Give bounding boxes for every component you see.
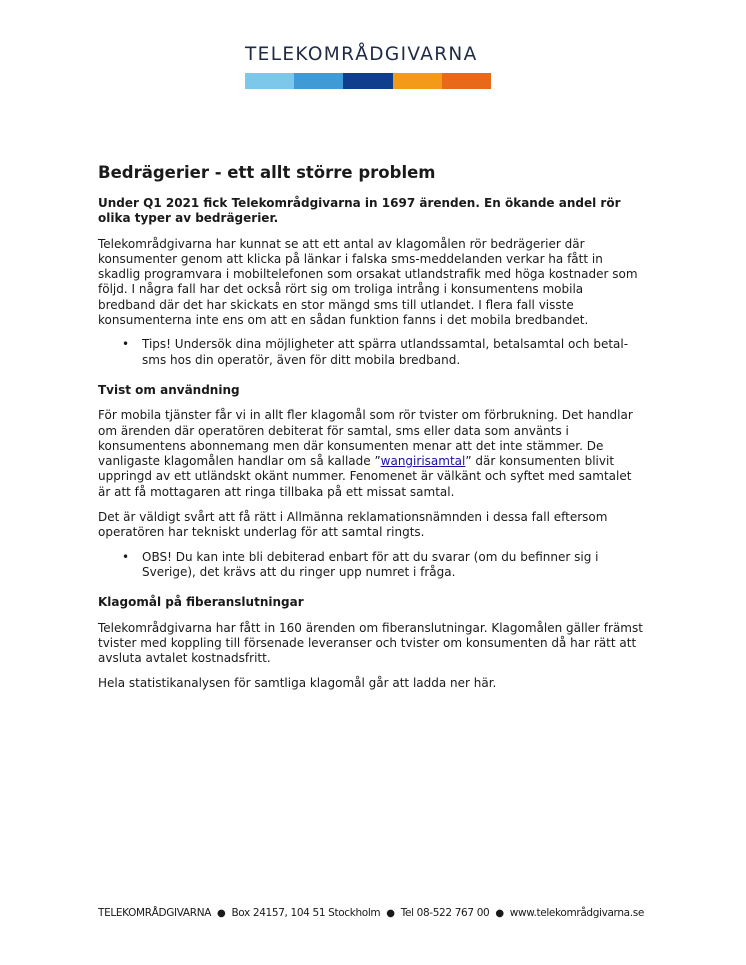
footer <box>98 907 658 919</box>
logo-color-bar <box>245 73 491 89</box>
bullet-icon: ● <box>217 908 226 919</box>
tips-list <box>98 337 643 368</box>
logo-bar-segment <box>343 73 392 89</box>
paragraph-download: Hela statistikanalysen för samtliga klagomål går att ladda ner här. <box>98 676 497 691</box>
paragraph-usage-text-1: För mobila tjänster får vi in allt fler klagomål som rör tvister om förbrukning. Det handlar om ärenden där operatören debiterat för samtal, sms eller data som använts i konsumentens abonnemang men där konsumenten menar att det inte stämmer. De vanligaste klagomålen handlar om så kallade ” <box>98 408 633 469</box>
article-title: Bedrägerier - ett allt större problem <box>98 163 436 182</box>
list-item-obs: • OBS! Du kan inte bli debiterad enbart för att du svarar (om du befinner sig i Sverige), det krävs att du ringer upp numret i fråga. <box>122 550 643 581</box>
logo-bar-segment <box>442 73 491 89</box>
bullet-icon: ● <box>495 908 504 919</box>
footer-web: www.telekområdgivarna.se <box>509 907 644 919</box>
logo-bar-segment <box>393 73 442 89</box>
logo-bar-segment <box>294 73 343 89</box>
bullet-icon: ● <box>386 908 395 919</box>
footer-org: TELEKOMRÅDGIVARNA <box>98 907 212 919</box>
footer-address: Box 24157, 104 51 Stockholm <box>231 907 381 919</box>
logo-text: TELEKOMRÅDGIVARNA <box>245 44 478 65</box>
paragraph-fraud: Telekområdgivarna har kunnat se att ett antal av klagomålen rör bedrägerier där konsumenter genom att klicka på länkar i falska sms-meddelanden verkar ha fått in skadlig programvara i mobiltelefonen som orsakat utlandstrafik med höga kostnader som följd. I några fall har det också rört sig om troliga intrång i konsumentens mobila bredband där det har skickats en stor mängd sms till utlandet. I flera fall visste konsumenterna inte ens om att en sådan funktion fanns i det mobila bredbandet. <box>98 236 638 328</box>
paragraph-fiber: Telekområdgivarna har fått in 160 ärenden om fiberanslutningar. Klagomålen gäller främst tvister med koppling till försenade leveranser och tvister om konsumenten då har rätt att avsluta avtalet kostnadsfritt. <box>98 620 643 666</box>
logo <box>245 44 491 89</box>
article <box>98 162 643 692</box>
heading-usage-dispute: Tvist om användning <box>98 382 240 397</box>
heading-fiber: Klagomål på fiberanslutningar <box>98 595 304 610</box>
paragraph-usage-text-2: ” där konsumenten blivit uppringd av ett utländskt okänt nummer. Fenomenet är välkänt och syftet med samtalet är att få mottagaren att ringa tillbaka på ett missat samtal. <box>98 454 632 499</box>
obs-list <box>98 550 643 581</box>
wangiri-link[interactable]: wangirisamtal <box>380 454 466 469</box>
footer-phone: Tel 08-522 767 00 <box>400 907 490 919</box>
logo-bar-segment <box>245 73 294 89</box>
article-lead: Under Q1 2021 fick Telekområdgivarna in 1697 ärenden. En ökande andel rör olika typer av bedrägerier. <box>98 196 621 226</box>
paragraph-usage <box>98 408 643 500</box>
paragraph-arn: Det är väldigt svårt att få rätt i Allmänna reklamationsnämnden i dessa fall eftersom operatören har tekniskt underlag för att samtal ringts. <box>98 510 608 540</box>
list-item-tips: • Tips! Undersök dina möjligheter att spärra utlandssamtal, betalsamtal och betal-sms hos din operatör, även för ditt mobila bredband. <box>122 337 643 368</box>
